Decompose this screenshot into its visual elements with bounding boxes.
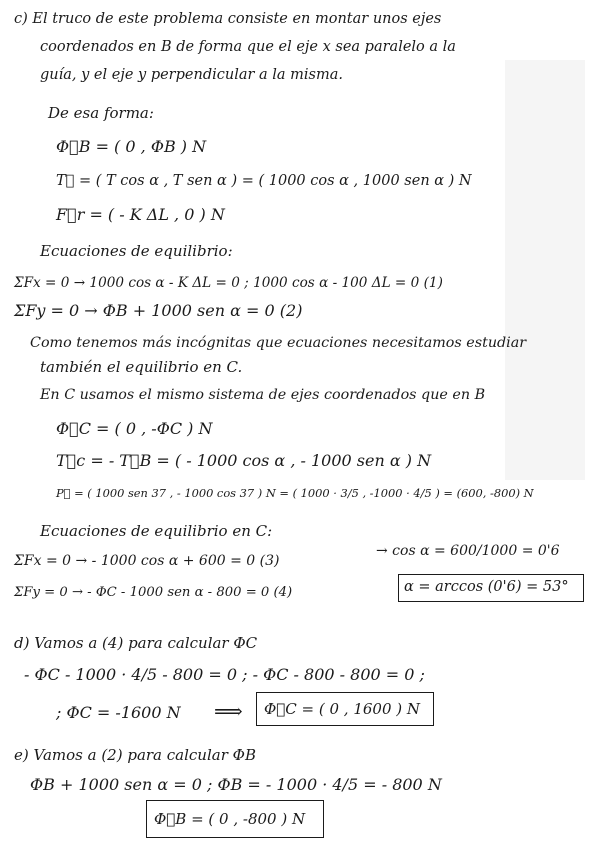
paper-shade	[505, 60, 585, 480]
phi-b-result: Φ⃗B = ( 0 , -800 ) N	[154, 810, 306, 828]
cos-alpha-result: → cos α = 600/1000 = 0'6	[376, 543, 560, 559]
text-c-line-3: En C usamos el mismo sistema de ejes coordenados que en B	[40, 387, 486, 403]
vector-tc: T⃗c = - T⃗B = ( - 1000 cos α , - 1000 sen α ) N	[56, 451, 432, 470]
text-c-line-2: también el equilibrio en C.	[40, 358, 243, 376]
intro-line-2: coordenados en B de forma que el eje x sea paralelo a la	[40, 39, 456, 55]
eq-sum-fx: ΣFx = 0 → 1000 cos α - K ΔL = 0 ; 1000 cos α - 100 ΔL = 0 (1)	[14, 275, 443, 291]
phi-c-result: Φ⃗C = ( 0 , 1600 ) N	[264, 700, 421, 718]
eq-c-sum-fx: ΣFx = 0 → - 1000 cos α + 600 = 0 (3)	[14, 553, 280, 569]
intro-line-1: c) El truco de este problema consiste en montar unos ejes	[14, 11, 442, 27]
intro-line-3: guía, y el eje y perpendicular a la misma.	[40, 67, 343, 83]
eq-c-sum-fy: ΣFy = 0 → - ΦC - 1000 sen α - 800 = 0 (4)	[14, 585, 293, 600]
de-esa-forma: De esa forma:	[48, 104, 154, 122]
vector-p: P⃗ = ( 1000 sen 37 , - 1000 cos 37 ) N = ( 1000 · 3/5 , -1000 · 4/5 ) = (600, -800) N	[56, 486, 534, 500]
part-d-step1: - ΦC - 1000 · 4/5 - 800 = 0 ; - ΦC - 800 - 800 = 0 ;	[24, 665, 425, 684]
text-c-line-1: Como tenemos más incógnitas que ecuaciones necesitamos estudiar	[30, 335, 527, 351]
vector-fr: F⃗r = ( - K ΔL , 0 ) N	[56, 205, 225, 224]
vector-phi-c: Φ⃗C = ( 0 , -ΦC ) N	[56, 419, 213, 438]
implies-arrow: ⟹	[214, 699, 243, 723]
part-e-step1: ΦB + 1000 sen α = 0 ; ΦB = - 1000 · 4/5 = - 800 N	[30, 775, 442, 794]
vector-phi-b: Φ⃗B = ( 0 , ΦB ) N	[56, 137, 207, 156]
equilibrium-c-title: Ecuaciones de equilibrio en C:	[40, 522, 273, 540]
alpha-result: α = arccos (0'6) = 53°	[404, 579, 569, 595]
eq-sum-fy: ΣFy = 0 → ΦB + 1000 sen α = 0 (2)	[14, 301, 303, 320]
vector-t: T⃗ = ( T cos α , T sen α ) = ( 1000 cos α , 1000 sen α ) N	[56, 173, 472, 189]
part-d-step2: ; ΦC = -1600 N	[56, 703, 181, 722]
part-e-title: e) Vamos a (2) para calcular ΦB	[14, 746, 256, 764]
part-d-title: d) Vamos a (4) para calcular ΦC	[14, 634, 258, 652]
equilibrium-title: Ecuaciones de equilibrio:	[40, 242, 233, 260]
